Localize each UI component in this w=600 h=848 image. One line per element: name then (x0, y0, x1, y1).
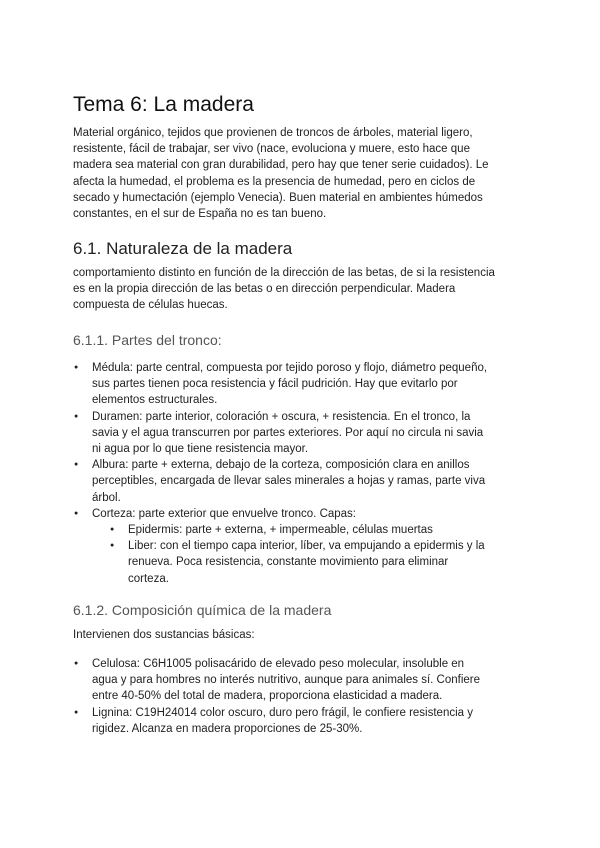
list-item-duramen (92, 409, 532, 458)
item-line: ● Liber: con el tiempo capa interior, líber, va empujando a epidermis y la (128, 540, 485, 553)
paragraph-line: Intervienen dos sustancias básicas: (73, 629, 255, 641)
paragraph-line: es en la propia dirección de las betas o en dirección perpendicular. Madera (73, 283, 456, 296)
bark-layers-list (128, 522, 568, 587)
section-6-1-paragraph (73, 265, 523, 314)
intro-line: afecta la humedad, el problema es la presencia de humedad, pero en ciclos de (73, 175, 476, 188)
item-line: ● Epidermis: parte + externa, + impermeable, células muertas (128, 524, 433, 537)
trunk-parts-list (92, 360, 532, 587)
item-line: ● Celulosa: C6H1005 polisacárido de elevado peso molecular, insoluble en (92, 658, 465, 670)
list-item-liber (128, 538, 568, 587)
item-line: ● Duramen: parte interior, coloración + oscura, + resistencia. En el tronco, la (92, 410, 471, 423)
item-line: ● Albura: parte + externa, debajo de la corteza, composición clara en anillos (92, 459, 470, 472)
section-6-1-2-intro (73, 627, 523, 643)
intro-line: constantes, en el sur de España no es tan bueno. (73, 208, 327, 221)
list-item-corteza (92, 506, 532, 587)
list-item-medula (92, 360, 532, 409)
intro-paragraph (73, 125, 523, 222)
paragraph-line: comportamiento distinto en función de la dirección de las betas, de si la resistencia (73, 267, 495, 279)
item-line: corteza. (128, 572, 169, 585)
item-line: ni agua por lo que tiene resistencia mayor. (92, 443, 309, 456)
section-heading-6-1-2: 6.1.2. Composición química de la madera (73, 602, 332, 618)
section-heading-6-1: 6.1. Naturaleza de la madera (73, 239, 293, 258)
item-line: agua y para hombres no interés nutritivo, aunque para animales sí. Confiere (92, 674, 481, 687)
item-line: sus partes tienen poca resistencia y fácil pudrición. Hay que evitarlo por (92, 378, 458, 391)
intro-line: resistente, fácil de trabajar, ser vivo (nace, evoluciona y muere, esto hace que (73, 143, 470, 156)
item-line: ● Corteza: parte exterior que envuelve tronco. Capas: (92, 507, 357, 520)
paragraph-line: compuesta de células huecas. (73, 299, 228, 312)
list-item-lignina (92, 705, 532, 737)
item-line: perceptibles, encargada de llevar sales minerales a hojas y ramas, parte viva (92, 475, 486, 488)
list-item-celulosa (92, 656, 532, 705)
item-line: rigidez. Alcanza en madera proporciones de 25-30%. (92, 722, 363, 735)
list-item-epidermis (128, 522, 568, 538)
item-line: entre 40-50% del total de madera, proporciona elasticidad a madera. (92, 690, 443, 703)
item-line: ● Médula: parte central, compuesta por tejido poroso y flojo, diámetro pequeño, (92, 362, 488, 374)
intro-line: madera sea material con gran durabilidad, pero hay que tener serie cuidados). Le (73, 159, 489, 172)
section-heading-6-1-1: 6.1.1. Partes del tronco: (73, 332, 222, 348)
chemical-composition-list (92, 656, 532, 737)
item-line: elementos estructurales. (92, 394, 218, 407)
intro-line: secado y humectación (ejemplo Venecia). Buen material en ambientes húmedos (73, 191, 483, 204)
item-line: ● Lignina: C19H24014 color oscuro, duro pero frágil, le confiere resistencia y (92, 706, 473, 719)
item-line: savia y el agua transcurren por partes exteriores. Por aquí no circula ni savia (92, 426, 484, 439)
item-line: árbol. (92, 491, 121, 504)
list-item-albura (92, 457, 532, 506)
item-line: renueva. Poca resistencia, constante movimiento para eliminar (128, 556, 449, 569)
page-title: Tema 6: La madera (73, 93, 254, 116)
intro-line: Material orgánico, tejidos que provienen de troncos de árboles, material ligero, (73, 127, 473, 139)
